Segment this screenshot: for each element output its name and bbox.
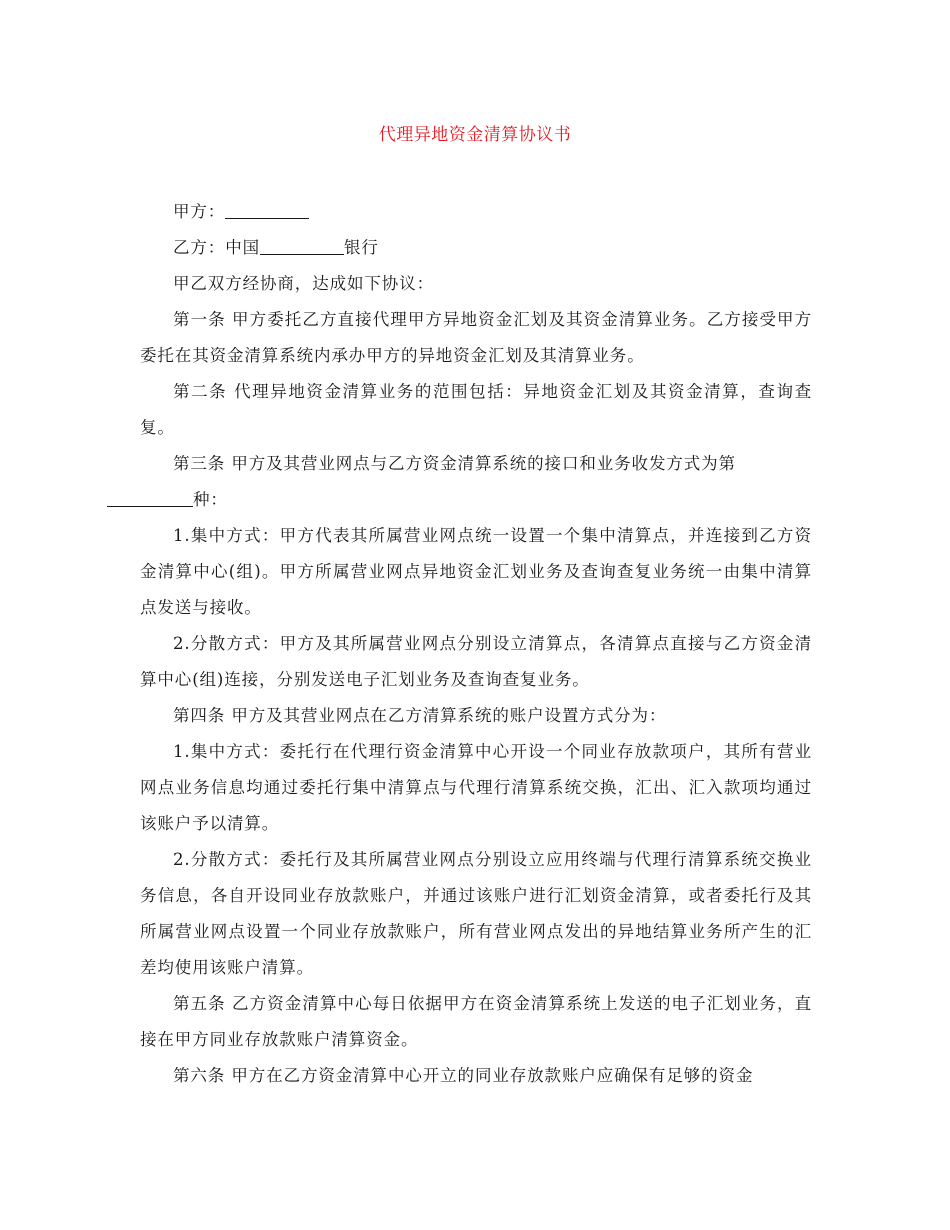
- article-4-item-2: 2.分散方式：委托行及其所属营业网点分别设立应用终端与代理行清算系统交换业务信息，各自开设同业存放款账户，并通过该账户进行汇划资金清算，或者委托行及其所属营业网点设置一个同业存放款账户，所有营业网点发出的异地结算业务所产生的汇差均使用该账户清算。: [140, 850, 812, 977]
- article-4-item-1: 1.集中方式：委托行在代理行资金清算中心开设一个同业存放款项户，其所有营业网点业务信息均通过委托行集中清算点与代理行清算系统交换，汇出、汇入款项均通过该账户予以清算。: [140, 742, 812, 833]
- article-1: 第一条 甲方委托乙方直接代理甲方异地资金汇划及其资金清算业务。乙方接受甲方委托在其资金清算系统内承办甲方的异地资金汇划及其清算业务。: [140, 310, 812, 365]
- article-3-item-1: 1.集中方式：甲方代表其所属营业网点统一设置一个集中清算点，并连接到乙方资金清算中心(组)。甲方所属营业网点异地资金汇划业务及查询查复业务统一由集中清算点发送与接收。: [140, 526, 812, 617]
- intro-paragraph: 甲乙双方经协商，达成如下协议：: [173, 274, 434, 293]
- document-title: 代理异地资金清算协议书: [378, 125, 572, 145]
- party-a-line: [140, 194, 812, 230]
- article-3-suffix: 种：: [193, 490, 228, 509]
- article-2: 第二条 代理异地资金清算业务的范围包括：异地资金汇划及其资金清算，查询查复。: [140, 382, 812, 437]
- party-b-label: 乙方：中国: [173, 238, 260, 257]
- article-3: [140, 446, 812, 518]
- party-a-blank: [225, 200, 309, 219]
- article-6: 第六条 甲方在乙方资金清算中心开立的同业存放款账户应确保有足够的资金: [173, 1066, 754, 1085]
- article-3-blank: [107, 488, 193, 507]
- party-b-blank: [260, 236, 344, 255]
- article-3-item-2: 2.分散方式：甲方及其所属营业网点分别设立清算点，各清算点直接与乙方资金清算中心(组)连接，分别发送电子汇划业务及查询查复业务。: [140, 634, 812, 689]
- document-body: [140, 194, 812, 1094]
- party-b-line: [140, 230, 812, 266]
- article-5: 第五条 乙方资金清算中心每日依据甲方在资金清算系统上发送的电子汇划业务，直接在甲方同业存放款账户清算资金。: [140, 994, 812, 1049]
- party-a-label: 甲方：: [173, 202, 226, 221]
- party-b-suffix: 银行: [344, 238, 379, 257]
- article-3-text: 第三条 甲方及其营业网点与乙方资金清算系统的接口和业务收发方式为第: [173, 454, 736, 473]
- article-4: 第四条 甲方及其营业网点在乙方清算系统的账户设置方式分为：: [173, 706, 667, 725]
